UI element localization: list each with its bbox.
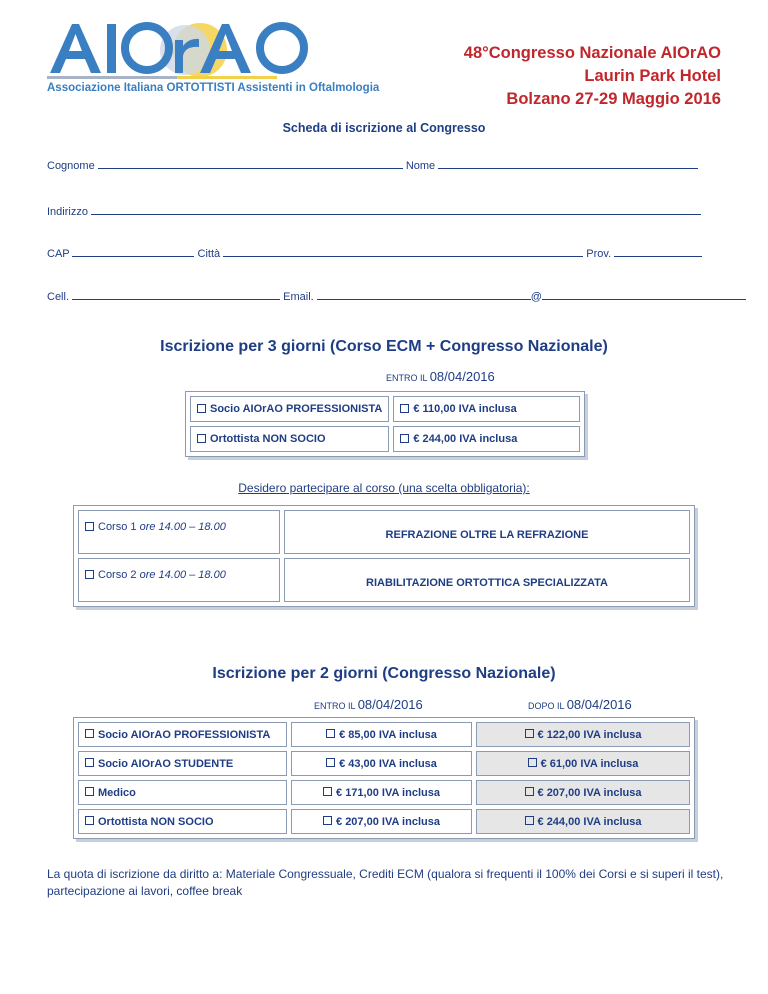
congress-title: 48°Congresso Nazionale AIOrAO [463, 44, 721, 62]
course-2-label: Corso 2 [98, 569, 137, 581]
email-label: Email. [283, 291, 314, 303]
price-label: € 207,00 IVA inclusa [336, 815, 440, 828]
price-label: € 122,00 IVA inclusa [537, 728, 642, 741]
course-intro: Desidero partecipare al corso (una scelta obbligatoria): [238, 481, 530, 495]
row-name [47, 158, 698, 172]
cognome-label: Cognome [47, 160, 95, 172]
price-label: € 43,00 IVA inclusa [339, 757, 437, 770]
indirizzo-label: Indirizzo [47, 206, 88, 218]
checkbox-icon[interactable] [400, 404, 409, 413]
two-days-entro-label: ENTRO IL [314, 701, 356, 711]
checkbox-icon[interactable] [326, 758, 335, 767]
table-row [78, 809, 690, 834]
checkbox-icon[interactable] [85, 816, 94, 825]
category-label: Medico [98, 786, 136, 799]
checkbox-icon[interactable] [85, 570, 94, 579]
price-label: € 110,00 IVA inclusa [413, 403, 517, 415]
logo-tagline: Associazione Italiana ORTOTTISTI Assistenti in Oftalmologia [47, 82, 380, 94]
checkbox-icon[interactable] [85, 729, 94, 738]
course-2-option[interactable] [78, 558, 280, 602]
row-address [47, 204, 701, 218]
price-before-option[interactable] [291, 780, 472, 805]
two-days-dopo-label: DOPO IL [528, 701, 565, 711]
checkbox-icon[interactable] [197, 404, 206, 413]
congress-location-date: Bolzano 27-29 Maggio 2016 [506, 90, 721, 108]
cell-label: Cell. [47, 291, 70, 303]
table-row [78, 558, 690, 602]
course-1-option[interactable] [78, 510, 280, 554]
course-table [73, 505, 695, 607]
price-before-option[interactable] [291, 722, 472, 747]
category-label: Socio AIOrAO PROFESSIONISTA [210, 403, 383, 415]
cognome-field[interactable] [98, 158, 403, 169]
price-label: € 244,00 IVA inclusa [413, 433, 518, 445]
course-2-time: ore 14.00 – 18.00 [139, 569, 226, 581]
price-after-option[interactable] [476, 780, 690, 805]
logo [45, 18, 380, 98]
indirizzo-field[interactable] [91, 204, 701, 215]
price-before-option[interactable] [291, 751, 472, 776]
table-row [190, 426, 580, 452]
price-label: € 85,00 IVA inclusa [339, 728, 437, 741]
three-days-heading: Iscrizione per 3 giorni (Corso ECM + Congresso Nazionale) [160, 338, 608, 355]
category-option[interactable] [78, 780, 287, 805]
checkbox-icon[interactable] [326, 729, 335, 738]
price-option[interactable] [393, 426, 580, 452]
checkbox-icon[interactable] [85, 787, 94, 796]
course-2-title: RIABILITAZIONE ORTOTTICA SPECIALIZZATA [284, 558, 690, 602]
price-label: € 244,00 IVA inclusa [537, 815, 642, 828]
category-label: Socio AIOrAO STUDENTE [98, 757, 234, 770]
cap-field[interactable] [72, 246, 194, 257]
two-days-after-deadline [528, 697, 632, 712]
table-row [190, 396, 580, 422]
two-days-before-deadline [314, 697, 423, 712]
citta-field[interactable] [223, 246, 583, 257]
three-days-deadline [386, 369, 495, 384]
checkbox-icon[interactable] [525, 787, 534, 796]
category-option[interactable] [78, 751, 287, 776]
course-1-time: ore 14.00 – 18.00 [139, 521, 226, 533]
three-days-entro-date: 08/04/2016 [429, 369, 495, 384]
checkbox-icon[interactable] [323, 787, 332, 796]
category-label: Ortottista NON SOCIO [98, 815, 214, 828]
nome-field[interactable] [438, 158, 698, 169]
prov-field[interactable] [614, 246, 702, 257]
category-label: Socio AIOrAO PROFESSIONISTA [98, 728, 271, 741]
checkbox-icon[interactable] [525, 816, 534, 825]
table-row [78, 751, 690, 776]
two-days-table [73, 717, 695, 839]
email-at: @ [530, 291, 542, 303]
cap-label: CAP [47, 248, 70, 260]
checkbox-icon[interactable] [525, 729, 534, 738]
nome-label: Nome [405, 160, 436, 172]
two-days-entro-date: 08/04/2016 [357, 697, 423, 712]
congress-venue: Laurin Park Hotel [584, 67, 721, 85]
course-1-label: Corso 1 [98, 521, 137, 533]
category-option[interactable] [78, 722, 287, 747]
two-days-heading: Iscrizione per 2 giorni (Congresso Nazionale) [212, 665, 556, 682]
category-label: Ortottista NON SOCIO [210, 433, 326, 445]
table-row [78, 510, 690, 554]
checkbox-icon[interactable] [400, 434, 409, 443]
two-days-dopo-date: 08/04/2016 [566, 697, 632, 712]
three-days-entro-label: ENTRO IL [386, 373, 428, 383]
table-row [78, 722, 690, 747]
price-option[interactable] [393, 396, 580, 422]
fee-note: La quota di iscrizione da diritto a: Materiale Congressuale, Crediti ECM (qualora si frequenti il 100% dei Corsi e si superi il test), partecipazione ai lavori, coffee break [47, 867, 724, 898]
price-label: € 171,00 IVA inclusa [336, 786, 440, 799]
category-option[interactable] [190, 396, 389, 422]
checkbox-icon[interactable] [197, 434, 206, 443]
checkbox-icon[interactable] [85, 522, 94, 531]
checkbox-icon[interactable] [323, 816, 332, 825]
prov-label: Prov. [586, 248, 612, 260]
course-1-title: REFRAZIONE OLTRE LA REFRAZIONE [284, 510, 690, 554]
cell-field[interactable] [72, 289, 280, 300]
category-option[interactable] [190, 426, 389, 452]
price-after-option[interactable] [476, 751, 690, 776]
table-row [78, 780, 690, 805]
checkbox-icon[interactable] [85, 758, 94, 767]
price-after-option[interactable] [476, 809, 690, 834]
three-days-table [185, 391, 585, 457]
category-option[interactable] [78, 809, 287, 834]
price-label: € 207,00 IVA inclusa [537, 786, 642, 799]
row-contact [47, 289, 746, 303]
row-city [47, 246, 702, 260]
email-domain-field[interactable] [542, 289, 746, 300]
price-label: € 61,00 IVA inclusa [540, 757, 639, 770]
form-title: Scheda di iscrizione al Congresso [282, 121, 486, 135]
price-before-option[interactable] [291, 809, 472, 834]
citta-label: Città [197, 248, 221, 260]
checkbox-icon[interactable] [528, 758, 537, 767]
email-user-field[interactable] [317, 289, 531, 300]
price-after-option[interactable] [476, 722, 690, 747]
congress-info [464, 42, 721, 111]
